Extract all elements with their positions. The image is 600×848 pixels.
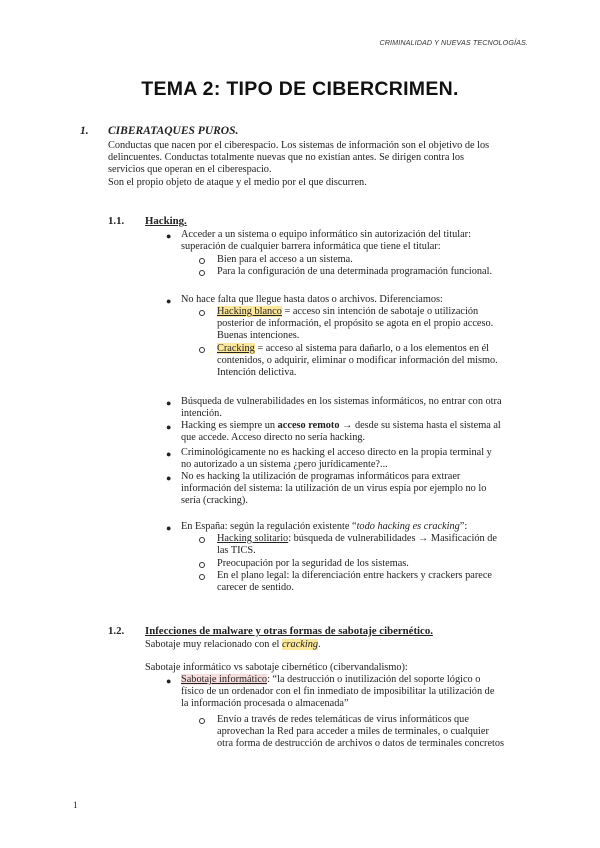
term-hacking-blanco: Hacking blanco — [217, 306, 282, 317]
paragraph: Sabotaje muy relacionado con el cracking. — [145, 639, 321, 650]
list-item: Criminológicamente no es hacking el acceso directo en la propia terminal y no autorizado a un sistema ¿pero jurídicamente?... — [181, 447, 492, 471]
section-number: 1. — [80, 125, 89, 137]
subsection-heading: Hacking. — [145, 215, 187, 227]
bullet-icon: ● — [166, 296, 172, 306]
list-item: En el plano legal: la diferenciación entre hackers y crackers parece carecer de sentido. — [217, 570, 492, 594]
subsection-number: 1.2. — [108, 625, 125, 637]
subsection-heading: Infecciones de malware y otras formas de sabotaje cibernético. — [145, 625, 433, 637]
list-item: En España: según la regulación existente “todo hacking es cracking”: — [181, 521, 468, 532]
circle-bullet-icon — [199, 718, 205, 724]
term-sabotaje-informatico: Sabotaje informático — [181, 674, 268, 685]
bullet-icon: ● — [166, 231, 172, 241]
circle-bullet-icon — [199, 574, 205, 580]
list-item: Bien para el acceso a un sistema. — [217, 254, 353, 265]
list-item: Cracking = acceso al sistema para dañarlo, o a los elementos en él contenidos, o adquirir, eliminar o modificar información del mismo. Intención delictiva. — [217, 343, 498, 379]
circle-bullet-icon — [199, 347, 205, 353]
circle-bullet-icon — [199, 537, 205, 543]
term-hacking-solitario: Hacking solitario — [217, 533, 289, 544]
circle-bullet-icon — [199, 562, 205, 568]
page-title: TEMA 2: TIPO DE CIBERCRIMEN. — [141, 78, 459, 100]
list-item: Preocupación por la seguridad de los sistemas. — [217, 558, 409, 569]
subsection-number: 1.1. — [108, 215, 125, 227]
bullet-icon: ● — [166, 523, 172, 533]
paragraph: Sabotaje informático vs sabotaje cibernético (cibervandalismo): — [145, 662, 408, 673]
bullet-icon: ● — [166, 676, 172, 686]
list-item: Acceder a un sistema o equipo informático sin autorización del titular: superación de cualquier barrera informática que tiene el titular: — [181, 229, 471, 253]
list-item: Hacking es siempre un acceso remoto → desde su sistema hasta el sistema al que accede. Acceso directo no sería hacking. — [181, 420, 501, 444]
list-item: Hacking blanco = acceso sin intención de sabotaje o utilización posterior de información, el propósito se agota en el propio acceso. Buenas intenciones. — [217, 306, 494, 342]
term-cracking: Cracking — [217, 343, 255, 354]
circle-bullet-icon — [199, 258, 205, 264]
bullet-icon: ● — [166, 398, 172, 408]
bullet-icon: ● — [166, 473, 172, 483]
paragraph: Conductas que nacen por el ciberespacio. Los sistemas de información son el objetivo de los delincuentes. Conductas totalmente nuevas que no existían antes. Se dirigen contra los servicios que operan en el ciberespacio. Son el propio objeto de ataque y el medio por el que discurren. — [108, 140, 490, 188]
section-heading: CIBERATAQUES PUROS. — [108, 125, 239, 137]
bullet-icon: ● — [166, 422, 172, 432]
circle-bullet-icon — [199, 270, 205, 276]
list-item: No hace falta que llegue hasta datos o archivos. Diferenciamos: — [181, 294, 443, 305]
list-item: No es hacking la utilización de programas informáticos para extraer información del sistema: la utilización de un virus espía por ejemplo no lo sería (cracking). — [181, 471, 487, 507]
list-item: Sabotaje informático: “la destrucción o inutilización del soporte lógico o físico de un ordenador con el fin inmediato de imposibilitar la utilización de la información procesada o almacenada” — [181, 674, 495, 710]
circle-bullet-icon — [199, 310, 205, 316]
list-item: Búsqueda de vulnerabilidades en los sistemas informáticos, no entrar con otra intención. — [181, 396, 502, 420]
list-item: Para la configuración de una determinada programación funcional. — [217, 266, 493, 277]
list-item: Envío a través de redes telemáticas de virus informáticos que aprovechan la Red para acceder a miles de terminales, o cualquier otra forma de destrucción de archivos o datos de terminales concretos — [217, 714, 505, 750]
bullet-icon: ● — [166, 449, 172, 459]
running-header: CRIMINALIDAD Y NUEVAS TECNOLOGÍAS. — [379, 38, 528, 47]
list-item: Hacking solitario: búsqueda de vulnerabilidades → Masificación de las TICS. — [217, 533, 497, 557]
page-number: 1 — [73, 800, 78, 810]
